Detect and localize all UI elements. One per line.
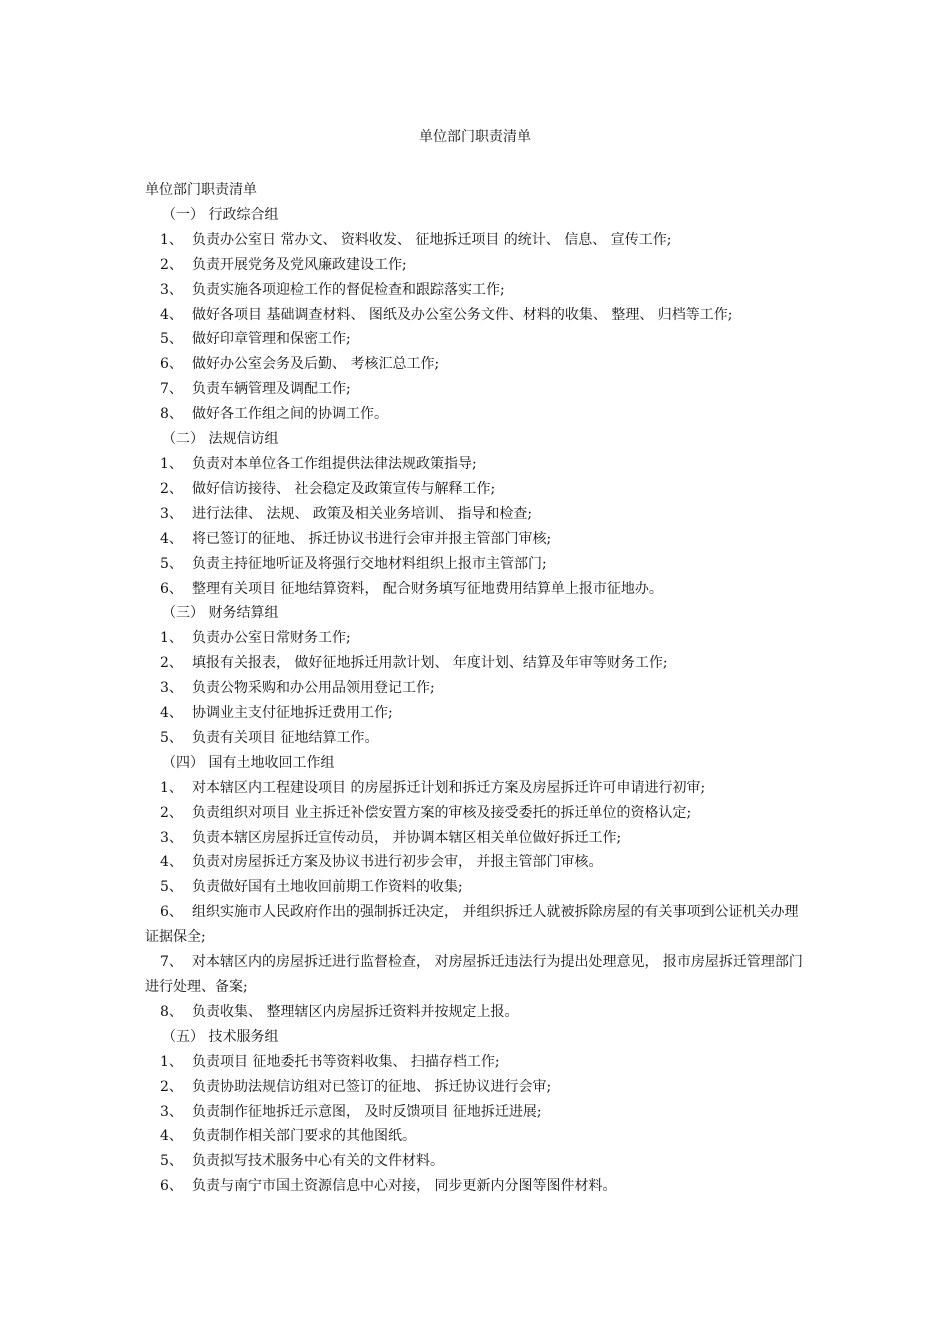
list-item: [145, 327, 805, 352]
item-text: 将已签订的征地、 拆迁协议书进行会审并报主管部门审核;: [192, 530, 552, 547]
item-number: 1、: [160, 1053, 183, 1070]
list-item: [145, 552, 805, 577]
item-number: 5、: [160, 729, 183, 746]
list-item: [145, 726, 805, 751]
list-item: [145, 352, 805, 377]
page-title: 单位部门职责清单: [419, 129, 531, 145]
item-number: 8、: [160, 1003, 183, 1020]
list-item: [145, 477, 805, 502]
item-number: 6、: [160, 580, 183, 597]
item-text: 负责拟写技术服务中心有关的文件材料。: [192, 1153, 444, 1170]
list-item: [145, 776, 805, 801]
item-text: 负责公物采购和办公用品领用登记工作;: [192, 680, 435, 697]
item-text: 负责收集、 整理辖区内房屋拆迁资料并按规定上报。: [192, 1003, 519, 1020]
document-subtitle: 单位部门职责清单: [145, 182, 257, 198]
section-heading: （四） 国有土地收回工作组: [162, 754, 335, 771]
item-text: 负责本辖区房屋拆迁宣传动员， 并协调本辖区相关单位做好拆迁工作;: [192, 829, 622, 846]
list-item: [145, 1149, 805, 1174]
item-number: 7、: [160, 954, 183, 971]
item-text: 负责有关项目 征地结算工作。: [192, 729, 379, 746]
item-number: 3、: [160, 680, 183, 697]
item-text: 填报有关报表， 做好征地拆迁用款计划、 年度计划、结算及年审等财务工作;: [192, 655, 668, 672]
list-item: [145, 676, 805, 701]
item-number: 3、: [160, 281, 183, 298]
item-text: 做好各项目 基础调查材料、 图纸及办公室公务文件、材料的收集、 整理、 归档等工作;: [192, 306, 733, 323]
item-number: 4、: [160, 530, 183, 547]
item-number: 8、: [160, 406, 183, 423]
item-text: 负责车辆管理及调配工作;: [192, 381, 351, 398]
section-heading: （三） 财务结算组: [162, 605, 279, 622]
item-text: 负责项目 征地委托书等资料收集、 扫描存档工作;: [192, 1053, 500, 1070]
list-item: [145, 1100, 805, 1125]
item-number: 1、: [160, 630, 183, 647]
list-item: [145, 826, 805, 851]
list-item: [145, 502, 805, 527]
item-text: 负责对本单位各工作组提供法律法规政策指导;: [192, 455, 477, 472]
item-number: 3、: [160, 505, 183, 522]
item-text: 负责办公室日 常办文、 资料收发、 征地拆迁项目 的统计、 信息、 宣传工作;: [192, 231, 672, 248]
section-heading: （五） 技术服务组: [162, 1028, 279, 1045]
list-item: [145, 1124, 805, 1149]
item-number: 1、: [160, 779, 183, 796]
item-text: 做好信访接待、 社会稳定及政策宣传与解释工作;: [192, 480, 496, 497]
list-item: [145, 253, 805, 278]
list-item: [145, 950, 805, 1000]
item-number: 1、: [160, 231, 183, 248]
list-item: [145, 651, 805, 676]
item-number: 6、: [160, 904, 183, 921]
list-item: [145, 577, 805, 602]
item-text: 整理有关项目 征地结算资料， 配合财务填写征地费用结算单上报市征地办。: [192, 580, 663, 597]
list-item: [145, 402, 805, 427]
list-item: [145, 1174, 805, 1199]
item-number: 6、: [160, 1178, 183, 1195]
list-item: [145, 801, 805, 826]
document-body: [145, 178, 805, 1199]
item-number: 5、: [160, 555, 183, 572]
item-text: 负责开展党务及党风廉政建设工作;: [192, 256, 407, 273]
item-text: 组织实施市人民政府作出的强制拆迁决定， 并组织拆迁人就被拆除房屋的有关事项到公证机关办理证据保全;: [145, 904, 799, 946]
item-number: 3、: [160, 829, 183, 846]
item-number: 2、: [160, 1078, 183, 1095]
list-item: [145, 452, 805, 477]
item-text: 做好各工作组之间的协调工作。: [192, 406, 388, 423]
list-item: [145, 377, 805, 402]
item-text: 负责办公室日常财务工作;: [192, 630, 351, 647]
item-text: 负责做好国有土地收回前期工作资料的收集;: [192, 879, 463, 896]
item-number: 5、: [160, 879, 183, 896]
item-text: 负责组织对项目 业主拆迁补偿安置方案的审核及接受委托的拆迁单位的资格认定;: [192, 804, 692, 821]
item-number: 5、: [160, 331, 183, 348]
item-number: 4、: [160, 705, 183, 722]
item-text: 对本辖区内的房屋拆迁进行监督检查， 对房屋拆迁违法行为提出处理意见， 报市房屋拆迁管理部门进行处理、备案;: [145, 954, 803, 995]
section-heading: （一） 行政综合组: [162, 206, 279, 223]
list-item: [145, 1075, 805, 1100]
item-text: 做好印章管理和保密工作;: [192, 331, 351, 348]
list-item: [145, 303, 805, 328]
item-text: 负责与南宁市国土资源信息中心对接， 同步更新内分图等图件材料。: [192, 1178, 617, 1195]
item-text: 对本辖区内工程建设项目 的房屋拆迁计划和拆迁方案及房屋拆迁许可申请进行初审;: [192, 779, 706, 796]
list-item: [145, 900, 805, 950]
item-text: 负责实施各项迎检工作的督促检查和跟踪落实工作;: [192, 281, 505, 298]
list-item: [145, 527, 805, 552]
item-text: 负责主持征地听证及将强行交地材料组织上报市主管部门;: [192, 555, 547, 572]
item-text: 负责制作征地拆迁示意图， 及时反馈项目 征地拆迁进展;: [192, 1103, 542, 1120]
item-text: 负责协助法规信访组对已签订的征地、 拆迁协议进行会审;: [192, 1078, 552, 1095]
list-item: [145, 701, 805, 726]
item-text: 负责制作相关部门要求的其他图纸。: [192, 1128, 416, 1145]
item-number: 5、: [160, 1153, 183, 1170]
list-item: [145, 1000, 805, 1025]
list-item: [145, 1050, 805, 1075]
item-text: 协调业主支付征地拆迁费用工作;: [192, 705, 393, 722]
item-text: 进行法律、 法规、 政策及相关业务培训、 指导和检查;: [192, 505, 533, 522]
list-item: [145, 626, 805, 651]
list-item: [145, 875, 805, 900]
list-item: [145, 850, 805, 875]
item-number: 4、: [160, 1128, 183, 1145]
item-number: 2、: [160, 804, 183, 821]
item-number: 1、: [160, 455, 183, 472]
item-number: 2、: [160, 655, 183, 672]
item-number: 6、: [160, 356, 183, 373]
list-item: [145, 278, 805, 303]
item-number: 2、: [160, 256, 183, 273]
item-text: 做好办公室会务及后勤、 考核汇总工作;: [192, 356, 440, 373]
list-item: [145, 228, 805, 253]
item-number: 7、: [160, 381, 183, 398]
item-number: 3、: [160, 1103, 183, 1120]
section-heading: （二） 法规信访组: [162, 431, 279, 448]
item-number: 2、: [160, 480, 183, 497]
item-number: 4、: [160, 306, 183, 323]
item-number: 4、: [160, 854, 183, 871]
item-text: 负责对房屋拆迁方案及协议书进行初步会审， 并报主管部门审核。: [192, 854, 603, 871]
